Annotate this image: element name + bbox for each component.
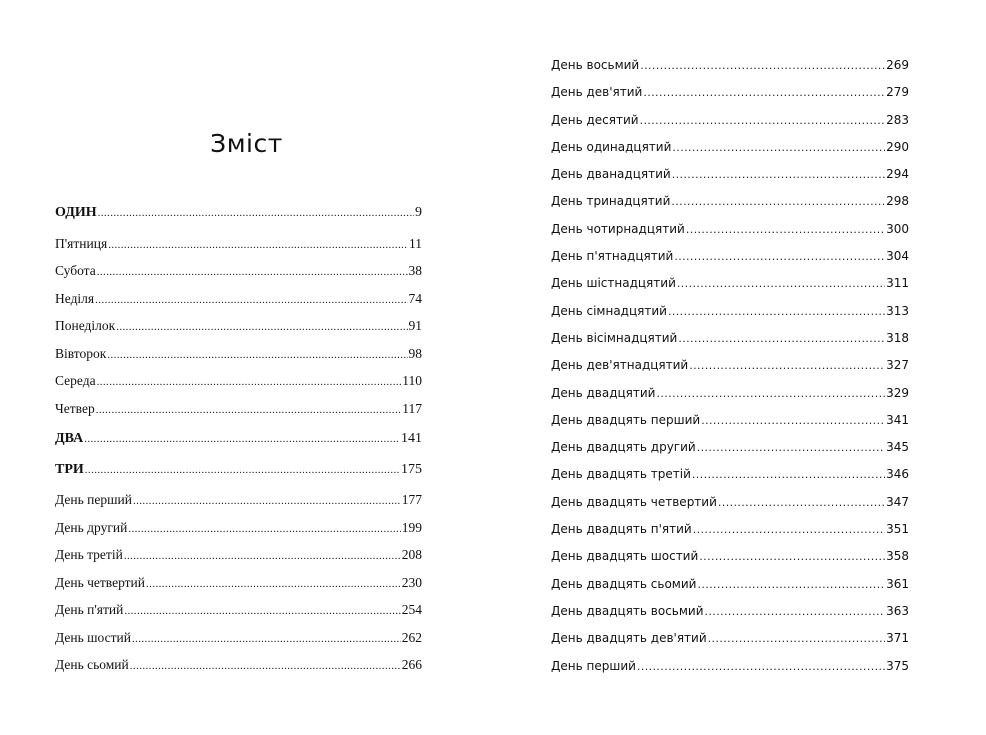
- toc-page-number: 361: [886, 576, 909, 591]
- toc-page-number: 175: [401, 461, 422, 477]
- toc-page-number: 294: [886, 167, 909, 182]
- toc-page-number: 199: [401, 519, 422, 535]
- toc-page-number: 347: [886, 494, 909, 509]
- dot-leader: [97, 259, 408, 286]
- toc-page-number: 375: [886, 658, 909, 673]
- dot-leader: [133, 488, 401, 515]
- toc-entry[interactable]: [551, 107, 909, 134]
- toc-page-number: 269: [886, 58, 909, 72]
- toc-page-number: 358: [886, 549, 909, 564]
- toc-entry-label: ДВА: [55, 431, 84, 446]
- toc-entry[interactable]: [551, 598, 909, 625]
- toc-page-number: 279: [886, 85, 909, 100]
- dot-leader: [718, 489, 885, 516]
- toc-page-number: 91: [408, 318, 422, 333]
- toc-entry-label: День двадцять дев'ятий: [551, 631, 707, 646]
- dot-leader: [84, 426, 400, 453]
- dot-leader: [96, 397, 402, 424]
- toc-entry-label: День двадцять сьомий: [551, 576, 697, 591]
- dot-leader: [640, 52, 885, 79]
- dot-leader: [701, 407, 885, 434]
- toc-entry[interactable]: [55, 541, 422, 569]
- toc-entry-label: День третій: [55, 547, 123, 562]
- toc-entry[interactable]: [55, 514, 422, 542]
- toc-page-number: 262: [401, 629, 422, 645]
- toc-page-number: 230: [401, 574, 422, 590]
- toc-entry[interactable]: [55, 596, 422, 624]
- toc-entry-label: День двадцять шостий: [551, 549, 699, 564]
- toc-entry-label: День двадцятий: [551, 385, 656, 400]
- toc-entry[interactable]: [551, 161, 909, 188]
- right-page: [493, 0, 986, 735]
- toc-entry[interactable]: [551, 407, 909, 434]
- toc-entry-label: День другий: [55, 519, 128, 535]
- toc-entry[interactable]: [551, 461, 909, 488]
- toc-list-right: [551, 52, 909, 680]
- toc-entry[interactable]: [551, 270, 909, 297]
- dot-leader: [708, 625, 885, 652]
- toc-entry-label: День двадцять третій: [551, 467, 691, 482]
- toc-page-number: 283: [886, 112, 909, 127]
- toc-entry[interactable]: [55, 367, 422, 395]
- toc-entry[interactable]: [55, 340, 422, 368]
- toc-entry-label: День двадцять восьмий: [551, 603, 704, 618]
- toc-page-number: 298: [886, 194, 909, 209]
- toc-page-number: 208: [401, 547, 422, 562]
- dot-leader: [674, 243, 885, 270]
- toc-entry[interactable]: [55, 230, 422, 258]
- dot-leader: [128, 516, 400, 543]
- dot-leader: [705, 598, 886, 625]
- dot-leader: [132, 626, 401, 653]
- toc-entry-label: День одинадцятий: [551, 139, 672, 154]
- toc-page-number: 9: [415, 205, 422, 220]
- dot-leader: [637, 653, 885, 680]
- dot-leader: [672, 134, 885, 161]
- toc-entry-label: Субота: [55, 263, 96, 278]
- toc-entry-label: ТРИ: [55, 461, 84, 477]
- toc-entry[interactable]: [551, 489, 909, 516]
- toc-page-number: 327: [886, 358, 909, 373]
- dot-leader: [672, 161, 885, 188]
- toc-page-number: 300: [886, 221, 909, 236]
- toc-entry[interactable]: [551, 79, 909, 106]
- toc-part-entry[interactable]: [55, 456, 422, 484]
- toc-page-number: 363: [886, 603, 909, 618]
- toc-page-number: 254: [401, 602, 422, 617]
- toc-entry-label: Понеділок: [55, 318, 116, 333]
- toc-list-left: [55, 199, 422, 679]
- dot-leader: [107, 342, 407, 369]
- toc-entry-label: День сьомий: [55, 657, 129, 672]
- toc-page-number: 311: [886, 276, 909, 291]
- toc-entry-label: День четвертий: [55, 574, 146, 590]
- toc-entry-label: День п'ятий: [55, 602, 124, 617]
- toc-entry[interactable]: [551, 188, 909, 215]
- dot-leader: [95, 287, 407, 314]
- dot-leader: [130, 653, 401, 680]
- toc-page-number: 38: [408, 263, 422, 278]
- toc-entry[interactable]: [551, 380, 909, 407]
- toc-entry-label: День перший: [55, 492, 132, 507]
- toc-entry[interactable]: [551, 134, 909, 161]
- toc-page-number: 98: [408, 345, 422, 361]
- toc-page-number: 117: [402, 400, 422, 416]
- toc-entry[interactable]: [551, 325, 909, 352]
- toc-entry-label: День десятий: [551, 112, 639, 127]
- dot-leader: [692, 461, 885, 488]
- toc-entry-label: П'ятниця: [55, 235, 108, 251]
- toc-entry-label: День двадцять четвертий: [551, 494, 717, 509]
- toc-entry-label: День перший: [551, 658, 636, 673]
- dot-leader: [643, 79, 885, 106]
- toc-page-number: 345: [886, 440, 909, 455]
- toc-entry[interactable]: [551, 216, 909, 243]
- toc-entry[interactable]: [55, 651, 422, 679]
- toc-entry-label: День тринадцятий: [551, 194, 671, 209]
- dot-leader: [693, 516, 885, 543]
- dot-leader: [697, 434, 885, 461]
- toc-page-number: 177: [401, 492, 422, 507]
- toc-page-number: 11: [409, 235, 422, 251]
- toc-entry-label: День восьмий: [551, 58, 640, 72]
- toc-entry[interactable]: [551, 571, 909, 598]
- toc-entry[interactable]: [55, 624, 422, 652]
- dot-leader: [656, 380, 885, 407]
- toc-entry-label: Четвер: [55, 400, 95, 416]
- toc-entry[interactable]: [551, 625, 909, 652]
- toc-page-number: 371: [886, 631, 909, 646]
- toc-entry[interactable]: [55, 486, 422, 514]
- dot-leader: [697, 571, 885, 598]
- dot-leader: [97, 369, 402, 396]
- toc-entry-label: День шістнадцятий: [551, 276, 676, 291]
- toc-entry-label: День чотирнадцятий: [551, 221, 685, 236]
- dot-leader: [124, 598, 400, 625]
- dot-leader: [699, 543, 885, 570]
- dot-leader: [98, 200, 414, 227]
- dot-leader: [668, 298, 885, 325]
- toc-entry[interactable]: [551, 243, 909, 270]
- toc-entry[interactable]: [551, 516, 909, 543]
- toc-entry-label: ОДИН: [55, 205, 97, 220]
- dot-leader: [85, 457, 400, 484]
- toc-entry-label: День дев'ятий: [551, 85, 643, 100]
- dot-leader: [146, 571, 401, 598]
- toc-page-number: 318: [886, 330, 909, 345]
- toc-entry-label: День двадцять п'ятий: [551, 522, 692, 537]
- toc-page-number: 290: [886, 139, 909, 154]
- page-title: Зміст: [210, 128, 283, 158]
- dot-leader: [689, 352, 885, 379]
- dot-leader: [108, 232, 408, 259]
- toc-entry-label: День дев'ятнадцятий: [551, 358, 689, 373]
- toc-page-number: 141: [401, 431, 422, 446]
- toc-entry-label: День двадцять другий: [551, 440, 696, 455]
- toc-part-entry[interactable]: [55, 425, 422, 453]
- toc-page-number: 304: [886, 249, 909, 264]
- toc-page-number: 74: [408, 290, 422, 306]
- toc-page-number: 346: [886, 467, 909, 482]
- toc-entry-label: Неділя: [55, 290, 95, 306]
- toc-entry-label: День шостий: [55, 629, 131, 645]
- dot-leader: [686, 216, 885, 243]
- toc-part-entry[interactable]: [55, 199, 422, 227]
- toc-entry-label: Середа: [55, 373, 96, 388]
- toc-page-number: 266: [401, 657, 422, 672]
- dot-leader: [677, 270, 885, 297]
- toc-page-number: 313: [886, 303, 909, 318]
- toc-page-number: 351: [886, 522, 909, 537]
- toc-entry[interactable]: [551, 352, 909, 379]
- dot-leader: [671, 188, 885, 215]
- toc-entry[interactable]: [55, 395, 422, 423]
- toc-entry[interactable]: [551, 298, 909, 325]
- toc-page-number: 329: [886, 385, 909, 400]
- dot-leader: [678, 325, 885, 352]
- dot-leader: [640, 107, 886, 134]
- toc-page-number: 341: [886, 412, 909, 427]
- dot-leader: [116, 314, 407, 341]
- toc-entry[interactable]: [551, 543, 909, 570]
- toc-entry[interactable]: [551, 52, 909, 79]
- toc-entry-label: День дванадцятий: [551, 167, 671, 182]
- toc-entry-label: День сімнадцятий: [551, 303, 667, 318]
- toc-entry-label: День двадцять перший: [551, 412, 701, 427]
- toc-entry-label: День п'ятнадцятий: [551, 249, 674, 264]
- toc-entry[interactable]: [55, 569, 422, 597]
- toc-entry[interactable]: [551, 434, 909, 461]
- dot-leader: [124, 543, 401, 570]
- toc-page-number: 110: [402, 373, 422, 388]
- toc-entry[interactable]: [551, 653, 909, 680]
- toc-entry-label: День вісімнадцятий: [551, 330, 678, 345]
- toc-entry[interactable]: [55, 285, 422, 313]
- toc-entry[interactable]: [55, 312, 422, 340]
- toc-entry-label: Вівторок: [55, 345, 107, 361]
- toc-entry[interactable]: [55, 257, 422, 285]
